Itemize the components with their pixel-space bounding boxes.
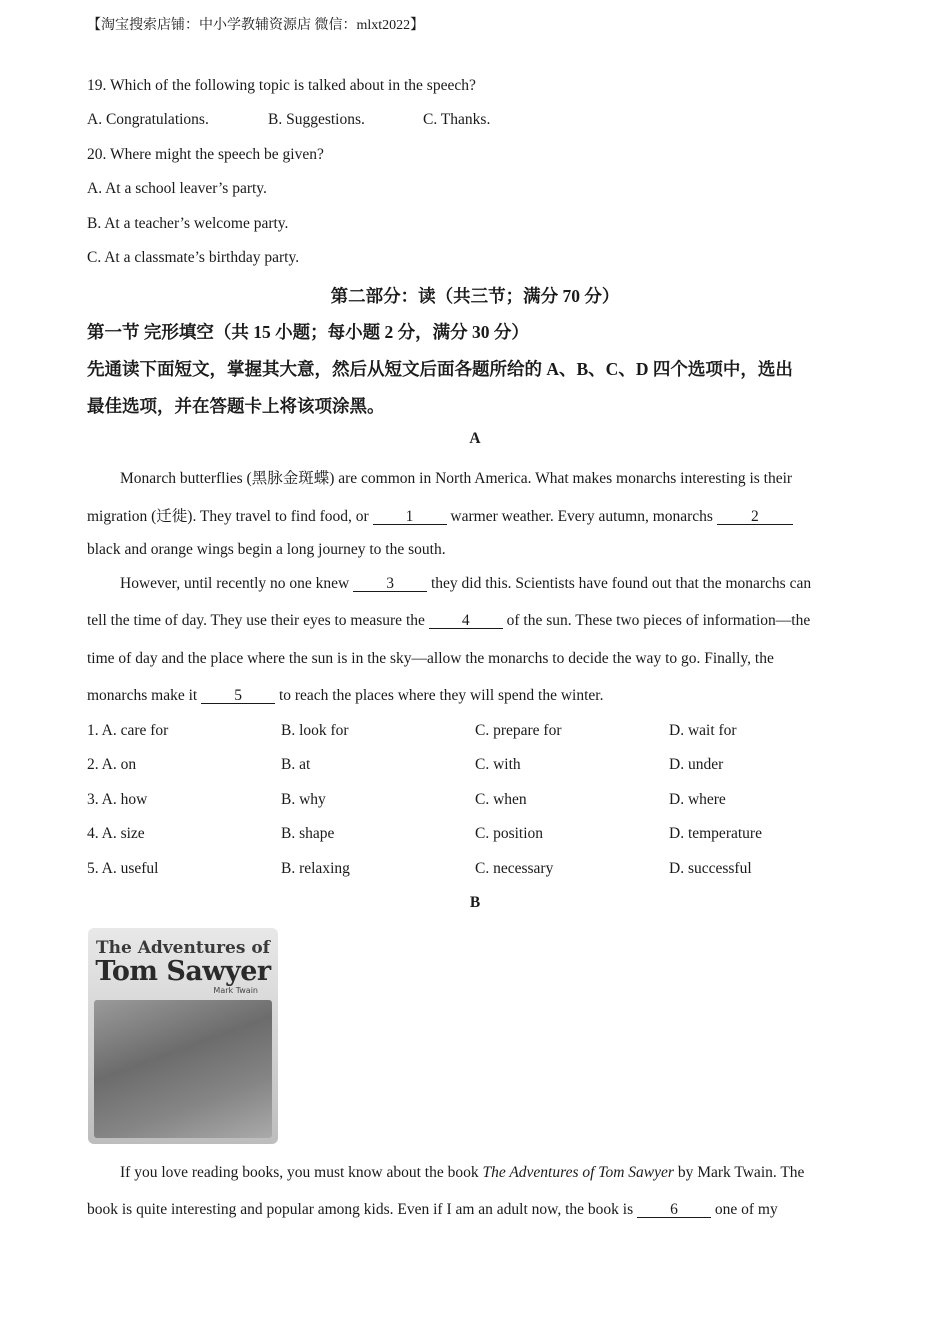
blank-4: 4 xyxy=(429,613,503,629)
passage-a-p1-line1: Monarch butterflies (黑脉金斑蝶) are common in North America. What makes monarchs interesting is their xyxy=(120,470,793,487)
question-3-option-a: 3. A. how xyxy=(87,791,148,808)
question-3-option-b: B. why xyxy=(281,791,326,808)
question-5-option-b: B. relaxing xyxy=(281,860,350,877)
question-3-option-d: D. where xyxy=(669,791,726,808)
blank-6: 6 xyxy=(637,1202,711,1218)
part2-title: 第二部分：读（共三节；满分 70 分） xyxy=(330,286,620,306)
blank-2: 2 xyxy=(717,509,793,525)
text-span: tell the time of day. They use their eyes to measure the xyxy=(87,612,429,629)
instruction-line2: 最佳选项，并在答题卡上将该项涂黑。 xyxy=(87,396,385,416)
question-4-option-c: C. position xyxy=(475,825,544,842)
option-19c: C. Thanks. xyxy=(423,111,491,128)
question-5-option-d: D. successful xyxy=(669,860,752,877)
question-1-option-c: C. prepare for xyxy=(475,722,562,739)
text-span: one of my xyxy=(711,1201,778,1218)
text-span: they did this. Scientists have found out that the monarchs can xyxy=(427,575,812,592)
passage-a-p1-line2 xyxy=(87,504,867,526)
text-span: of the sun. These two pieces of information—the xyxy=(502,612,811,629)
option-19a: A. Congratulations. xyxy=(87,111,209,128)
instruction-line1: 先通读下面短文，掌握其大意，然后从短文后面各题所给的 A、B、C、D 四个选项中，选出 xyxy=(87,359,793,379)
question-19: 19. Which of the following topic is talked about in the speech? xyxy=(87,77,476,94)
passage-a-p2-line1 xyxy=(87,575,900,593)
question-5-option-a: 5. A. useful xyxy=(87,860,159,877)
cover-author: Mark Twain xyxy=(213,986,258,995)
section1-title: 第一节 完形填空（共 15 小题；每小题 2 分，满分 30 分） xyxy=(87,322,529,342)
text-span: warmer weather. Every autumn, monarchs xyxy=(446,508,717,525)
blank-3: 3 xyxy=(353,576,427,592)
question-1-option-a: 1. A. care for xyxy=(87,722,169,739)
option-20b: B. At a teacher’s welcome party. xyxy=(87,215,289,232)
passage-a-p2-line2 xyxy=(87,612,867,630)
text-span: However, until recently no one knew xyxy=(120,575,354,592)
option-20a: A. At a school leaver’s party. xyxy=(87,180,267,197)
passage-b-p1-line1 xyxy=(87,1164,900,1182)
passage-b-label: B xyxy=(469,894,481,911)
text-span: by Mark Twain. The xyxy=(673,1164,805,1181)
text-span: If you love reading books, you must know about the book xyxy=(120,1164,483,1181)
option-19b: B. Suggestions. xyxy=(268,111,365,128)
book-title: The Adventures of Tom Sawyer xyxy=(482,1164,674,1181)
question-5-option-c: C. necessary xyxy=(475,860,554,877)
text-span: book is quite interesting and popular among kids. Even if I am an adult now, the book is xyxy=(87,1201,638,1218)
passage-a-p1-line3: black and orange wings begin a long journey to the south. xyxy=(87,541,446,558)
blank-5: 5 xyxy=(201,688,275,704)
question-2-option-c: C. with xyxy=(475,756,521,773)
cover-illustration xyxy=(94,1000,272,1138)
cover-title-small: The Adventures of xyxy=(95,938,270,958)
passage-a-label: A xyxy=(469,430,481,447)
question-2-option-b: B. at xyxy=(281,756,311,773)
question-1-option-b: B. look for xyxy=(281,722,349,739)
text-span: monarchs make it xyxy=(87,687,202,704)
passage-a-p2-line3: time of day and the place where the sun is in the sky—allow the monarchs to decide the way to go. Finally, the xyxy=(87,650,774,667)
question-3-option-c: C. when xyxy=(475,791,527,808)
book-cover-image xyxy=(88,928,278,1144)
question-2-option-a: 2. A. on xyxy=(87,756,137,773)
question-20: 20. Where might the speech be given? xyxy=(87,146,324,163)
question-2-option-d: D. under xyxy=(669,756,724,773)
question-1-option-d: D. wait for xyxy=(669,722,737,739)
option-20c: C. At a classmate’s birthday party. xyxy=(87,249,300,266)
passage-a-p2-line4 xyxy=(87,687,867,705)
blank-1: 1 xyxy=(373,509,447,525)
text-span: to reach the places where they will spend the winter. xyxy=(275,687,604,704)
question-4-option-a: 4. A. size xyxy=(87,825,145,842)
page-header: 【淘宝搜索店铺：中小学教辅资源店 微信：mlxt2022】 xyxy=(87,18,425,33)
cover-title-big: Tom Sawyer xyxy=(95,956,271,987)
passage-b-p1-line2 xyxy=(87,1201,867,1219)
question-4-option-d: D. temperature xyxy=(669,825,762,842)
question-4-option-b: B. shape xyxy=(281,825,335,842)
text-span: migration (迁徙). They travel to find food, or xyxy=(87,508,373,525)
